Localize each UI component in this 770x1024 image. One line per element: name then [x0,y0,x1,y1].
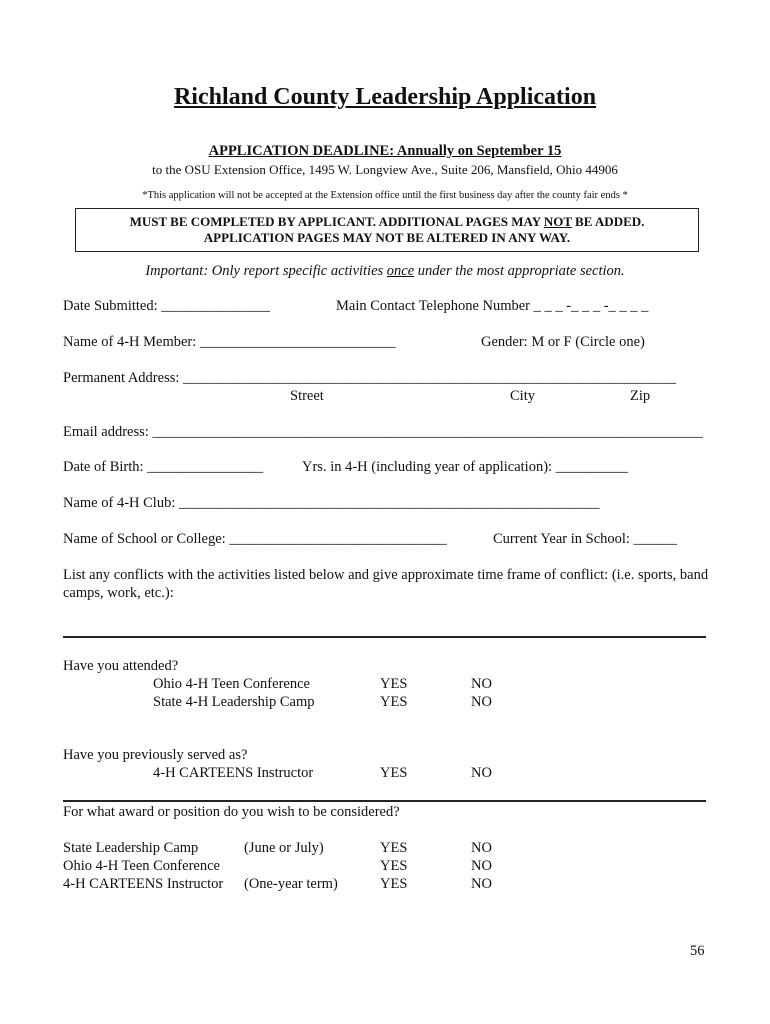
award-item-note: (June or July) [244,840,324,856]
zip-label: Zip [630,388,651,404]
award-item-note: (One-year term) [244,876,338,892]
section-divider-1 [63,636,706,638]
page-number: 56 [690,943,705,959]
date-submitted-field[interactable]: Date Submitted: _______________ [63,298,271,314]
warning-box [75,208,699,252]
city-label: City [510,388,535,404]
school-name-field[interactable]: Name of School or College: ______________________________ [63,531,447,547]
attended-no-option[interactable]: NO [471,676,492,692]
phone-field[interactable]: Main Contact Telephone Number _ _ _ -_ _ _ -_ _ _ _ [336,298,649,314]
served-no-option[interactable]: NO [471,765,492,781]
page-title: Richland County Leadership Application [173,84,597,110]
award-item-label: 4-H CARTEENS Instructor [63,876,224,892]
address-field[interactable]: Permanent Address: ____________________________________________________________________ [63,370,677,386]
member-name-field[interactable]: Name of 4-H Member: ___________________________ [63,334,396,350]
dob-field[interactable]: Date of Birth: ________________ [63,459,264,475]
award-question: For what award or position do you wish to be considered? [63,804,400,820]
award-item-label: State Leadership Camp [63,840,199,856]
conflicts-prompt: List any conflicts with the activities listed below and give approximate time frame of conflict: (i.e. sports, band camps, work, etc.): [63,567,709,601]
attended-question: Have you attended? [63,658,179,674]
attended-no-option[interactable]: NO [471,694,492,710]
attended-yes-option[interactable]: YES [380,694,408,710]
attended-item-label: Ohio 4-H Teen Conference [153,676,310,692]
award-yes-option[interactable]: YES [380,858,408,874]
current-year-field[interactable]: Current Year in School: ______ [493,531,678,547]
deadline-heading: APPLICATION DEADLINE: Annually on September 15 [208,143,562,159]
years-in-4h-field[interactable]: Yrs. in 4-H (including year of application): __________ [302,459,629,475]
acceptance-notice: *This application will not be accepted at the Extension office until the first business day after the county fair ends * [142,190,628,201]
gender-field[interactable]: Gender: M or F (Circle one) [481,334,645,350]
important-note: Important: Only report specific activities once under the most appropriate section. [145,263,625,279]
attended-item-label: State 4-H Leadership Camp [153,694,315,710]
section-divider-2 [63,800,706,802]
served-item-label: 4-H CARTEENS Instructor [153,765,314,781]
served-question: Have you previously served as? [63,747,248,763]
award-yes-option[interactable]: YES [380,876,408,892]
street-label: Street [290,388,324,404]
award-yes-option[interactable]: YES [380,840,408,856]
club-name-field[interactable]: Name of 4-H Club: __________________________________________________________ [63,495,600,511]
email-field[interactable]: Email address: ____________________________________________________________________________ [63,424,703,440]
warning-line-1: MUST BE COMPLETED BY APPLICANT. ADDITIONAL PAGES MAY NOT BE ADDED. [129,214,645,229]
award-item-label: Ohio 4-H Teen Conference [63,858,220,874]
award-no-option[interactable]: NO [471,876,492,892]
served-yes-option[interactable]: YES [380,765,408,781]
award-no-option[interactable]: NO [471,840,492,856]
office-address: to the OSU Extension Office, 1495 W. Longview Ave., Suite 206, Mansfield, Ohio 44906 [152,162,618,177]
attended-yes-option[interactable]: YES [380,676,408,692]
award-no-option[interactable]: NO [471,858,492,874]
warning-line-2: APPLICATION PAGES MAY NOT BE ALTERED IN ANY WAY. [203,230,571,245]
